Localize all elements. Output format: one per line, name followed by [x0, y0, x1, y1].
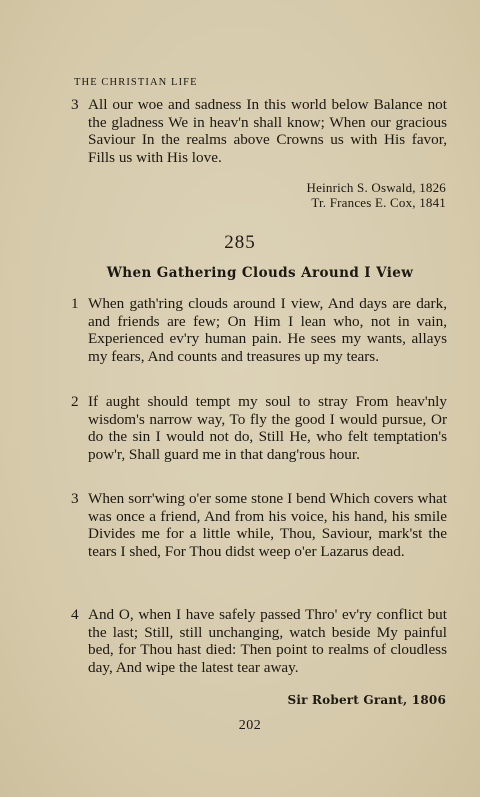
author-credit: Heinrich S. Oswald, 1826	[306, 180, 446, 195]
stanza-number: 3	[71, 490, 79, 507]
hymn-title: When Gathering Clouds Around I View	[106, 265, 414, 281]
stanza-text: When gath'ring clouds around I view, And days are dark, and friends are few; On Him I lean who, not in vain, Experienced ev'ry human pain. He sees my wants, allays my fears, And counts and treasures up my tears.	[88, 295, 447, 365]
stanza-text: When sorr'wing o'er some stone I bend Which covers what was once a friend, And from his voice, his hand, his smile Divides me for a little while, Thou, Saviour, mark'st the tears I shed, For Thou didst weep o'er Lazarus dead.	[88, 490, 447, 560]
stanza-number: 1	[71, 295, 79, 312]
hymn-number: 285	[224, 232, 256, 253]
stanza-3	[71, 490, 447, 560]
stanza-4	[71, 606, 447, 676]
stanza-text: And O, when I have safely passed Thro' ev'ry conflict but the last; Still, still unchanging, watch beside My painful bed, for Thou hast died: Then point to realms of cloudless day, And wipe the latest tear away.	[88, 606, 447, 676]
translator-credit: Tr. Frances E. Cox, 1841	[311, 195, 446, 210]
stanza-1	[71, 295, 447, 365]
hymn-author-credit: Sir Robert Grant, 1806	[287, 693, 446, 707]
stanza-number: 2	[71, 393, 79, 410]
page-number: 202	[238, 718, 262, 733]
stanza-text: All our woe and sadness In this world below Balance not the gladness We in heav'n shall know; When our gracious Saviour In the realms above Crowns us with His favor, Fills us with His love.	[88, 96, 447, 166]
stanza-number: 3	[71, 96, 79, 113]
stanza-2	[71, 393, 447, 463]
previous-hymn-stanza	[71, 96, 447, 166]
stanza-text: If aught should tempt my soul to stray From heav'nly wisdom's narrow way, To fly the good I would pursue, Or do the sin I would not do, Still He, who felt temptation's pow'r, Shall guard me in that dang'rous hour.	[88, 393, 447, 463]
stanza-number: 4	[71, 606, 79, 623]
running-head: THE CHRISTIAN LIFE	[74, 77, 198, 88]
